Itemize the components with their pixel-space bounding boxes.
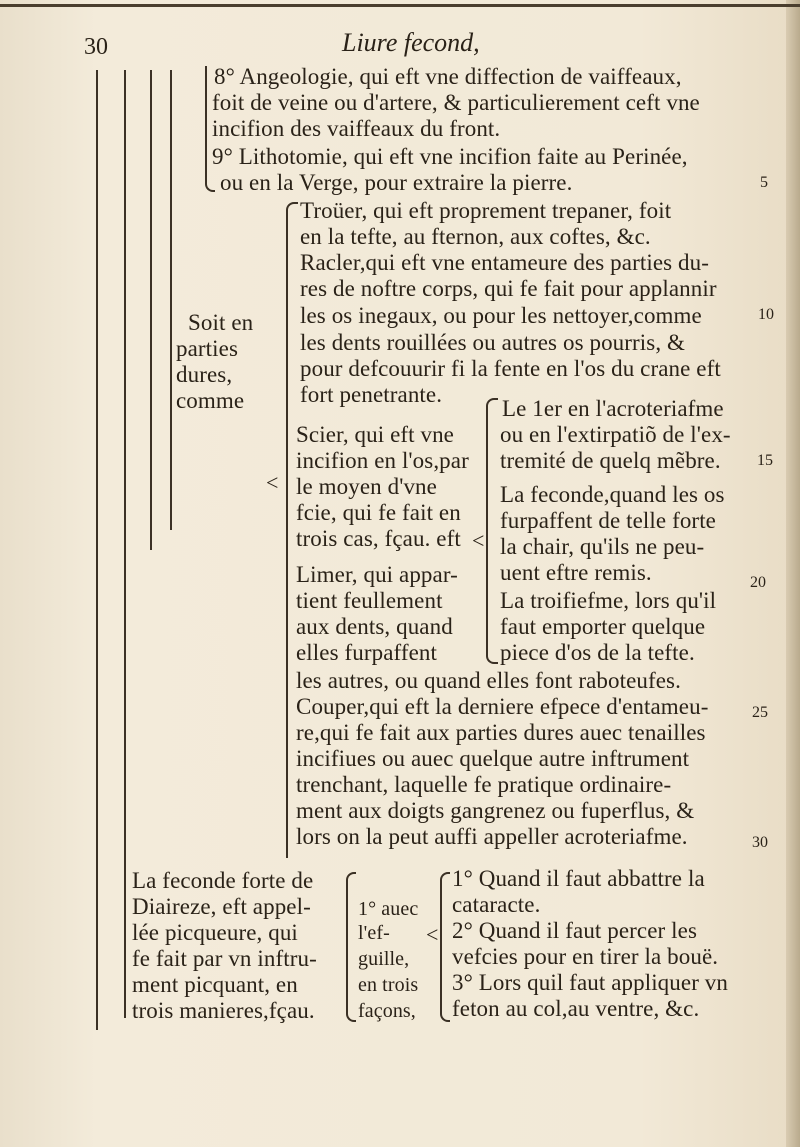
text-line: trois manieres,fçau. [132,998,315,1023]
text-line: incifion en l'os,par [296,448,469,473]
text-line: fort penetrante. [300,382,443,407]
margin-number: 20 [750,574,766,591]
text-line: Couper,qui eft la derniere efpece d'entameu- [296,694,709,719]
outline-rule-2 [124,70,126,990]
brace-three-cases [486,398,498,664]
text-line: ou en l'extirpatiõ de l'ex- [500,422,731,447]
brace-point: < [426,922,439,947]
text-line: ou en la Verge, pour extraire la pierre. [220,170,573,195]
text-line: tremité de quelq mẽbre. [500,448,721,473]
text-line: l'ef- [358,922,390,944]
text-line: fcie, qui fe fait en [296,500,461,525]
text-line: 8° Angeologie, qui eft vne diffection de vaiffeaux, [214,64,682,89]
text-line: res de noftre corps, qui fe fait pour applannir [300,276,717,301]
text-line: façons, [358,1000,416,1022]
side-label-line: Soit en [188,310,254,335]
text-line: lée picqueure, qui [132,920,298,945]
text-line: trois cas, fçau. eft [296,526,461,551]
text-line: Limer, qui appar- [296,562,458,587]
text-line: re,qui fe fait aux parties dures auec tenailles [296,720,706,745]
side-label-line: comme [176,388,245,413]
page-number: 30 [84,34,108,60]
text-line: Racler,qui eft vne entameure des parties du- [300,250,709,275]
text-line: uent eftre remis. [500,560,652,585]
text-line: faut emporter quelque [500,614,706,639]
text-line: Diaireze, eft appel- [132,894,311,919]
text-line: le moyen d'vne [296,474,437,499]
text-line: vefcies pour en tirer la bouë. [452,944,719,969]
text-line: piece d'os de la tefte. [500,640,695,665]
outline-rule-4 [170,70,172,530]
text-line: elles furpaffent [296,640,438,665]
margin-number: 30 [752,834,768,851]
text-line: La feconde,quand les os [500,482,725,507]
text-line: Scier, qui eft vne [296,422,454,447]
outline-rule-1 [96,70,98,1030]
brace-point: < [472,528,485,553]
top-rule [0,4,800,7]
page-edge [786,0,800,1147]
text-line: ment aux doigts gangrenez ou fuperflus, & [296,798,695,823]
text-line: guille, [358,948,410,970]
text-line: la chair, qu'ils ne peu- [500,534,705,559]
text-line: les dents rouillées ou autres os pourris, & [300,330,686,355]
margin-number: 15 [757,452,773,469]
text-line: incifiues ou auec quelque autre inftrument [296,746,690,771]
text-line: 9° Lithotomie, qui eft vne incifion faite au Perinée, [212,144,688,169]
text-line: les os inegaux, ou pour les nettoyer,comme [300,303,702,328]
running-title: Liure fecond, [342,28,480,57]
text-line: 2° Quand il faut percer les [452,918,697,943]
text-line: Troüer, qui eft proprement trepaner, foit [300,198,672,223]
brace-second-kind [124,868,132,1018]
text-line: tient feullement [296,588,443,613]
text-line: lors on la peut auffi appeller acroteriafme. [296,824,688,849]
text-line: cataracte. [452,892,541,917]
margin-number: 10 [758,306,774,323]
brace-needle [346,872,356,1022]
brace-three-ways [440,872,450,1022]
margin-number: 5 [760,174,768,191]
text-line: ment picquant, en [132,972,298,997]
outline-rule-3 [150,70,152,550]
text-line: furpaffent de telle forte [500,508,716,533]
text-line: 1° auec [358,898,419,920]
brace-point: < [266,470,279,495]
text-line: incifion des vaiffeaux du front. [212,116,501,141]
text-line: 3° Lors quil faut appliquer vn [452,970,729,995]
margin-number: 25 [752,704,768,721]
text-line: aux dents, quand [296,614,453,639]
text-line: trenchant, laquelle fe pratique ordinaire- [296,772,672,797]
text-line: feton au col,au ventre, &c. [452,996,700,1021]
side-label-line: parties [176,336,239,361]
text-line: pour defcouurir fi la fente en l'os du crane eft [300,356,721,381]
side-label-line: dures, [176,362,233,387]
text-line: en trois [358,974,419,996]
text-line: 1° Quand il faut abbattre la [452,866,705,891]
text-line: La feconde forte de [132,868,314,893]
text-line: La troifiefme, lors qu'il [500,588,717,613]
text-line: en la tefte, au fternon, aux coftes, &c. [300,224,651,249]
text-line: les autres, ou quand elles font raboteufes. [296,668,681,693]
text-line: Le 1er en l'acroteriafme [502,396,724,421]
text-line: fe fait par vn inftru- [132,946,317,971]
text-line: foit de veine ou d'artere, & particulierement ceft vne [212,90,700,115]
